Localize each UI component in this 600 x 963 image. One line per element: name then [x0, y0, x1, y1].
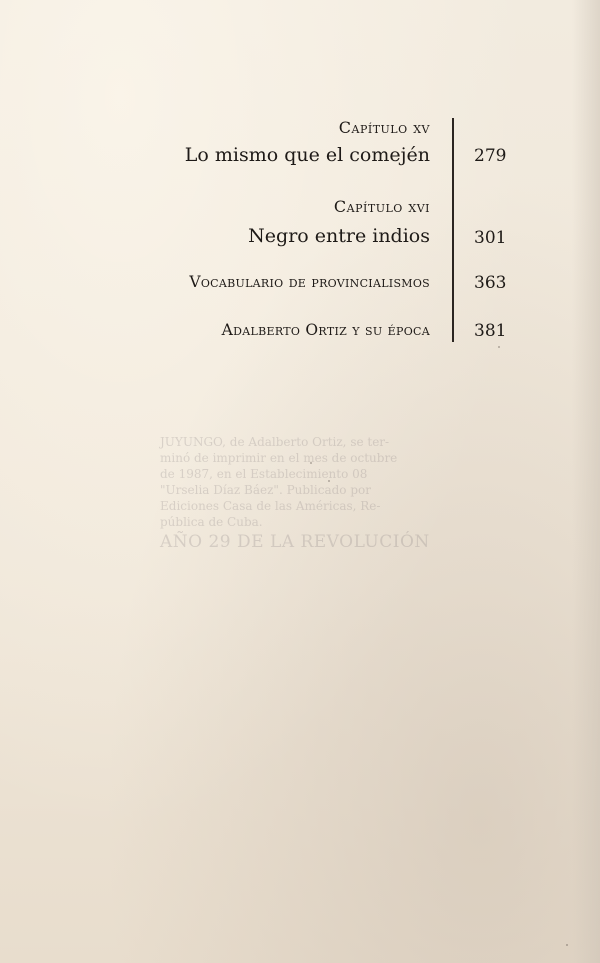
colophon-motto: AÑO 29 DE LA REVOLUCIÓN: [160, 532, 430, 552]
chapter-title: Lo mismo que el comején: [184, 144, 430, 166]
page-number: 279: [474, 146, 507, 166]
appendix-title: Vocabulario de provincialismos: [189, 273, 430, 291]
page-edge-shadow: [572, 0, 600, 963]
colophon-line: Ediciones Casa de las Américas, Re-: [160, 499, 381, 513]
chapter-title: Negro entre indios: [248, 225, 430, 247]
colophon-line: de 1987, en el Establecimiento 08: [160, 467, 368, 481]
colophon-line: "Urselia Díaz Báez". Publicado por: [160, 483, 371, 497]
chapter-heading: Capítulo xv: [338, 118, 430, 137]
page-number: 381: [474, 321, 507, 341]
colophon-show-through: [160, 434, 450, 550]
page-number: 363: [474, 273, 507, 293]
toc-vertical-rule: [452, 118, 454, 342]
page-number: 301: [474, 228, 507, 248]
chapter-heading: Capítulo xvi: [333, 197, 430, 216]
colophon-line: minó de imprimir en el mes de octubre: [160, 451, 398, 465]
colophon-line: JUYUNGO, de Adalberto Ortiz, se ter-: [160, 435, 390, 449]
appendix-title: Adalberto Ortiz y su época: [221, 321, 430, 339]
colophon-line: pública de Cuba.: [160, 515, 263, 529]
